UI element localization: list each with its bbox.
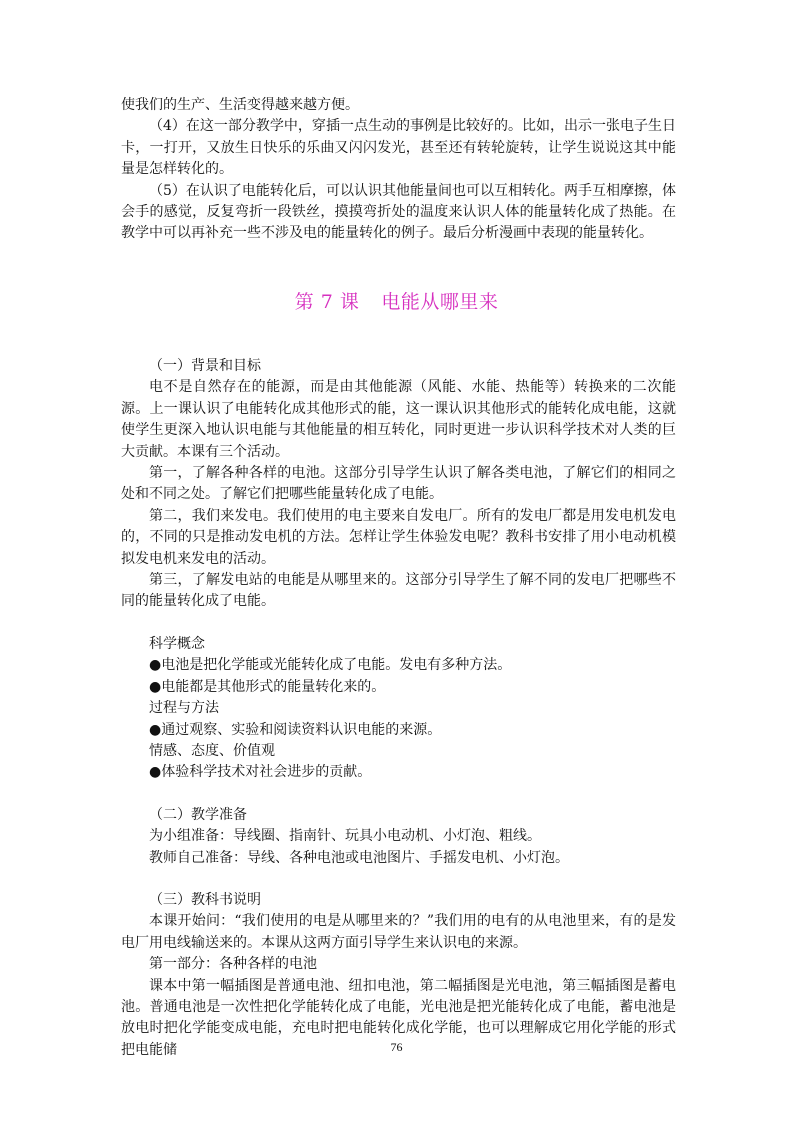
section1-paragraph: 第三，了解发电站的电能是从哪里来的。这部分引导学生了解不同的发电厂把哪些不同的能量转化成了电能。 [121, 572, 676, 610]
section3-subheading: 第一部分：各种各样的电池 [149, 956, 317, 973]
process-heading: 过程与方法 [149, 700, 219, 717]
section2-line: 为小组准备：导线圈、指南针、玩具小电动机、小灯泡、粗线。 [149, 828, 541, 845]
main-text-block [121, 356, 676, 1061]
section2-line: 教师自己准备：导线、各种电池或电池图片、手摇发电机、小灯泡。 [149, 849, 569, 866]
lesson-name: 电能从哪里来 [381, 291, 499, 313]
process-item: ●通过观察、实验和阅读资料认识电能的来源。 [149, 721, 442, 738]
top-text-block [121, 95, 676, 245]
section1-paragraph: 电不是自然存在的能源，而是由其他能源（风能、水能、热能等）转换来的二次能源。上一课认识了电能转化成其他形式的能，这一课认识其他形式的能转化成电能，这就使学生更深入地认识电能与其他能量的相互转化，同时更进一步认识科学技术对人类的巨大贡献。本课有三个活动。 [121, 379, 676, 460]
section3-paragraph: 课本中第一幅插图是普通电池、纽扣电池，第二幅插图是光电池，第三幅插图是蓄电池。普通电池是一次性把化学能转化成了电能，光电池是把光能转化成了电能，蓄电池是放电时把化学能变成电能，充电时把电能转化成化学能，也可以理解成它用化学能的形式把电能储 [121, 977, 676, 1058]
lesson-title [0, 287, 793, 314]
page-number: 76 [390, 1040, 403, 1054]
section3-heading: （三）教科书说明 [149, 891, 261, 908]
section1-paragraph: 第二，我们来发电。我们使用的电主要来自发电厂。所有的发电厂都是用发电机发电的，不同的只是推动发电机的方法。怎样让学生体验发电呢？教科书安排了用小电动机模拟发电机来发电的活动。 [121, 507, 676, 567]
paragraph-point-5: （5）在认识了电能转化后，可以认识其他能量间也可以互相转化。两手互相摩擦，体会手的感觉，反复弯折一段铁丝，摸摸弯折处的温度来认识人体的能量转化成了热能。在教学中可以再补充一些不涉及电的能量转化的例子。最后分析漫画中表现的能量转化。 [121, 182, 676, 242]
section1-paragraph: 第一，了解各种各样的电池。这部分引导学生认识了解各类电池，了解它们的相同之处和不同之处。了解它们把哪些能量转化成了电能。 [121, 465, 676, 503]
concept-item: ●电能都是其他形式的能量转化来的。 [149, 678, 386, 695]
concept-item: ●电池是把化学能或光能转化成了电能。发电有多种方法。 [149, 657, 512, 674]
concepts-heading: 科学概念 [149, 635, 205, 652]
values-item: ●体验科学技术对社会进步的贡献。 [149, 764, 372, 781]
section2-heading: （二）教学准备 [149, 806, 247, 823]
paragraph-continuation: 使我们的生产、生活变得越来越方便。 [121, 97, 359, 113]
section3-paragraph: 本课开始问：“我们使用的电是从哪里来的？”我们用的电有的从电池里来，有的是发电厂用电线输送来的。本课从这两方面引导学生来认识电的来源。 [121, 913, 676, 951]
lesson-number: 第 7 课 [294, 291, 360, 313]
paragraph-point-4: （4）在这一部分教学中，穿插一点生动的事例是比较好的。比如，出示一张电子生日卡，一打开，又放生日快乐的乐曲又闪闪发光，甚至还有转轮旋转，让学生说说这其中能量是怎样转化的。 [121, 118, 676, 178]
values-heading: 情感、态度、价值观 [149, 742, 275, 759]
section1-heading: （一）背景和目标 [149, 358, 261, 374]
